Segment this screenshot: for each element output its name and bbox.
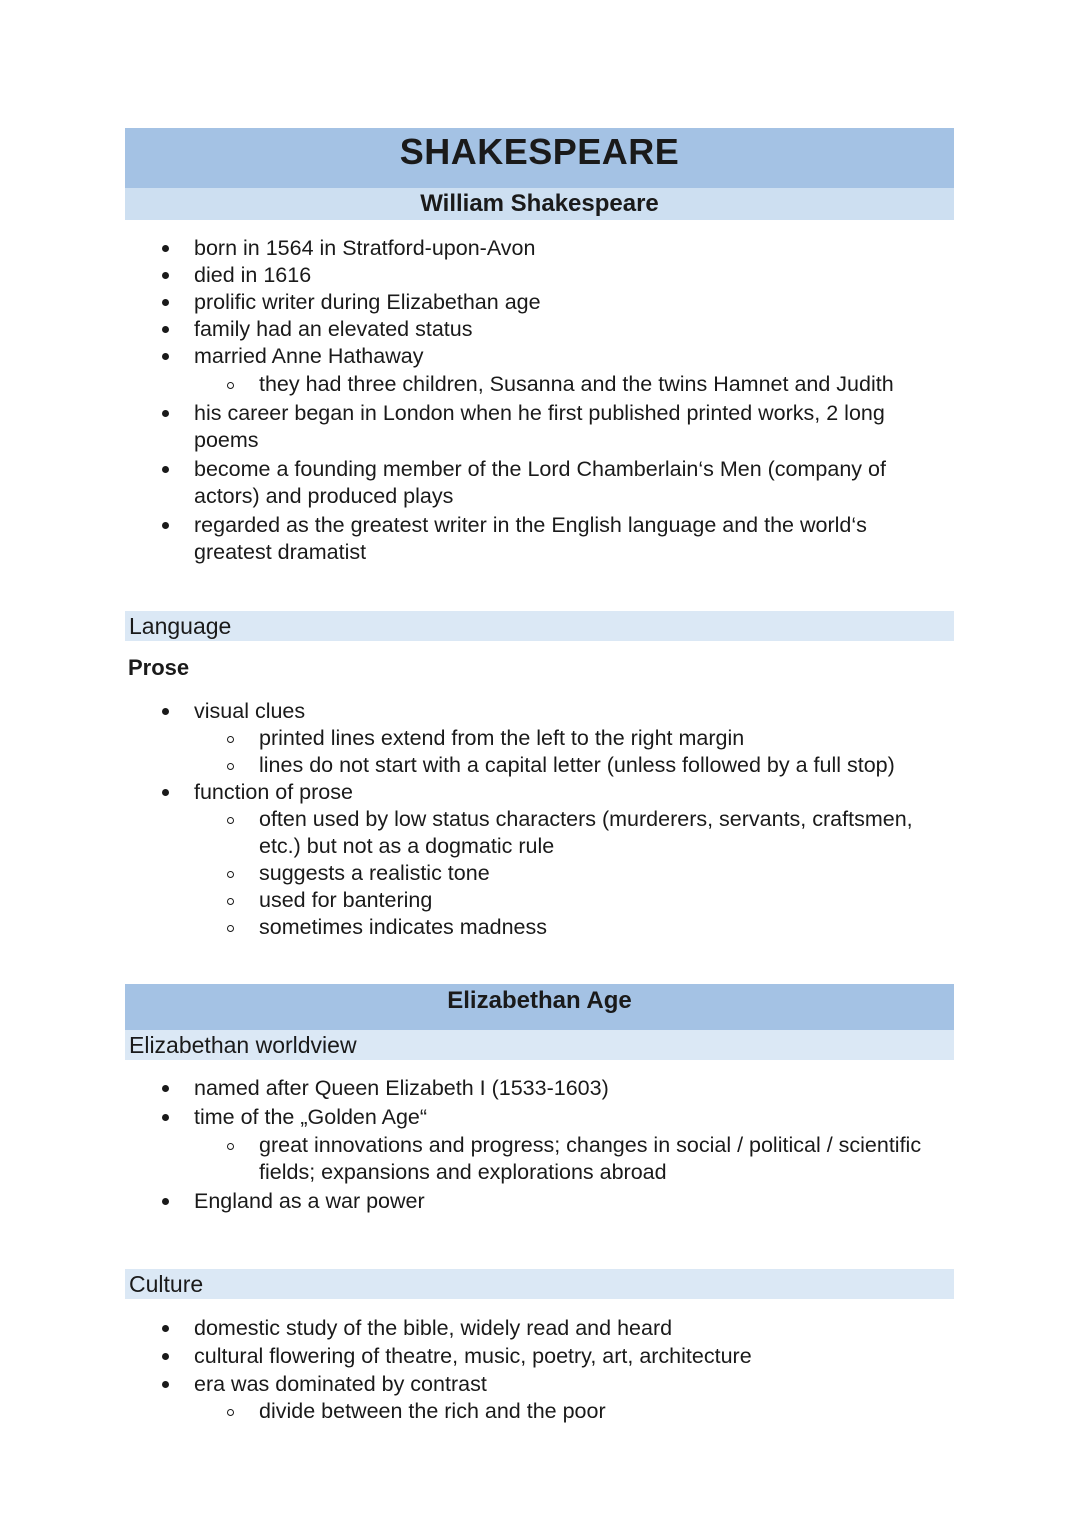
list-item: become a founding member of the Lord Chamberlain‘s Men (company of actors) and produced plays	[160, 456, 940, 510]
section-title: Language	[129, 613, 232, 639]
worldview-list	[160, 1075, 940, 1215]
worldview-section-banner	[125, 1030, 954, 1060]
list-item: England as a war power	[160, 1188, 940, 1215]
culture-section-banner	[125, 1269, 954, 1299]
culture-list	[160, 1315, 940, 1425]
sub-list-item: great innovations and progress; changes in social / political / scientific fields; expansions and explorations abroad	[160, 1132, 940, 1186]
list-item: era was dominated by contrast	[160, 1371, 940, 1398]
sub-list-item: they had three children, Susanna and the twins Hamnet and Judith	[160, 371, 940, 398]
list-item: time of the „Golden Age“	[160, 1104, 940, 1131]
section-title: Elizabethan Age	[447, 987, 632, 1014]
biography-list	[160, 235, 940, 566]
list-item: born in 1564 in Stratford-upon-Avon	[160, 235, 940, 262]
list-item: function of prose	[160, 779, 940, 806]
list-item: regarded as the greatest writer in the English language and the world‘s greatest dramatist	[160, 512, 940, 566]
list-item: domestic study of the bible, widely read and heard	[160, 1315, 940, 1342]
list-item: married Anne Hathaway	[160, 343, 940, 370]
list-item: prolific writer during Elizabethan age	[160, 289, 940, 316]
page-title: SHAKESPEARE	[399, 131, 680, 172]
sub-list-item: sometimes indicates madness	[160, 914, 940, 941]
sub-list-item: often used by low status characters (murderers, servants, craftsmen, etc.) but not as a dogmatic rule	[160, 806, 940, 860]
prose-list	[160, 698, 940, 941]
page-subtitle: William Shakespeare	[420, 190, 659, 217]
list-item: died in 1616	[160, 262, 940, 289]
title-banner	[125, 128, 954, 188]
language-section-banner	[125, 611, 954, 641]
section-title: Culture	[129, 1271, 204, 1297]
prose-heading: Prose	[128, 655, 190, 680]
subtitle-banner	[125, 188, 954, 220]
list-item: named after Queen Elizabeth I (1533-1603)	[160, 1075, 940, 1102]
section-title: Elizabethan worldview	[129, 1032, 357, 1058]
sub-list-item: divide between the rich and the poor	[160, 1398, 940, 1425]
list-item: cultural flowering of theatre, music, poetry, art, architecture	[160, 1343, 940, 1370]
sub-list-item: printed lines extend from the left to the right margin	[160, 725, 940, 752]
list-item: his career began in London when he first published printed works, 2 long poems	[160, 400, 940, 454]
list-item: family had an elevated status	[160, 316, 940, 343]
list-item: visual clues	[160, 698, 940, 725]
sub-list-item: used for bantering	[160, 887, 940, 914]
elizabethan-age-banner	[125, 984, 954, 1030]
sub-list-item: suggests a realistic tone	[160, 860, 940, 887]
sub-list-item: lines do not start with a capital letter (unless followed by a full stop)	[160, 752, 940, 779]
